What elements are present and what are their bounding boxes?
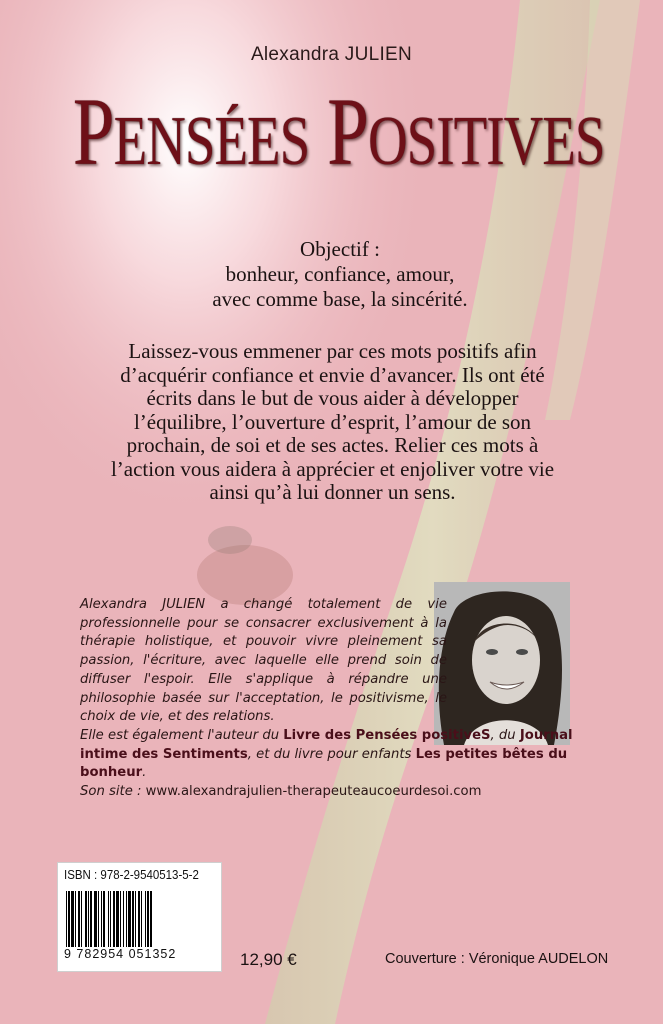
cover-credit: Couverture : Véronique AUDELON	[385, 951, 609, 967]
intro-paragraph: Laissez-vous emmener par ces mots positifs afin d’acquérir confiance et envie d’avancer. Ils ont été écrits dans le but de vous aider à développer l’équilibre, l’ouverture d’esprit, l’amour de son prochain, de soi et de ses actes. Relier ces mots à l’action vous aidera à apprécier et enjoliver votre vie ainsi qu’à lui donner un sens.	[110, 339, 555, 504]
title-initial-1: P	[72, 78, 114, 185]
price: 12,90 €	[240, 950, 297, 969]
book-title-3: Les petites bêtes du bonheur	[80, 746, 568, 781]
objective-block	[150, 237, 530, 312]
book-title-1: Livre des Pensées positiveS	[283, 727, 491, 743]
site-url: www.alexandrajulien-therapeuteaucoeurdesoi.com	[145, 784, 482, 800]
title-word-1: ENSÉES	[113, 103, 310, 180]
title-initial-2: P	[327, 78, 369, 185]
site-label: Son site :	[80, 784, 146, 800]
book-title-2: Journal intime des Sentiments	[80, 727, 573, 762]
bio-text: Elle est également l'auteur du	[80, 727, 284, 743]
barcode-icon	[66, 891, 212, 947]
ean-digits: 9 782954 051352	[64, 947, 177, 961]
barcode-box	[57, 862, 222, 972]
objective-line: bonheur, confiance, amour,	[225, 262, 455, 286]
isbn-text: ISBN : 978-2-9540513-5-2	[64, 868, 199, 882]
bio-text: , du	[490, 727, 520, 743]
title-word-2: OSITIVES	[368, 103, 605, 180]
bio-paragraph: Alexandra JULIEN a changé totalement de vie professionnelle pour se consacrer exclusivement à la thérapie holistique, et pouvoir vivre pleinement sa passion, l'écriture, avec laquelle elle prend soin de diffuser l'espoir. Elle s'applique à répandre une philosophie basée sur l'acceptation, le positivisme, le choix de vie, et des relations.	[80, 597, 447, 725]
book-title	[72, 72, 605, 202]
objective-line: avec comme base, la sincérité.	[212, 287, 468, 311]
bio-text: .	[142, 765, 147, 781]
author-bio	[80, 596, 590, 802]
bio-text: , et du livre pour enfants	[247, 746, 416, 762]
objective-label: Objectif :	[300, 237, 380, 261]
author-name: Alexandra JULIEN	[250, 44, 413, 65]
